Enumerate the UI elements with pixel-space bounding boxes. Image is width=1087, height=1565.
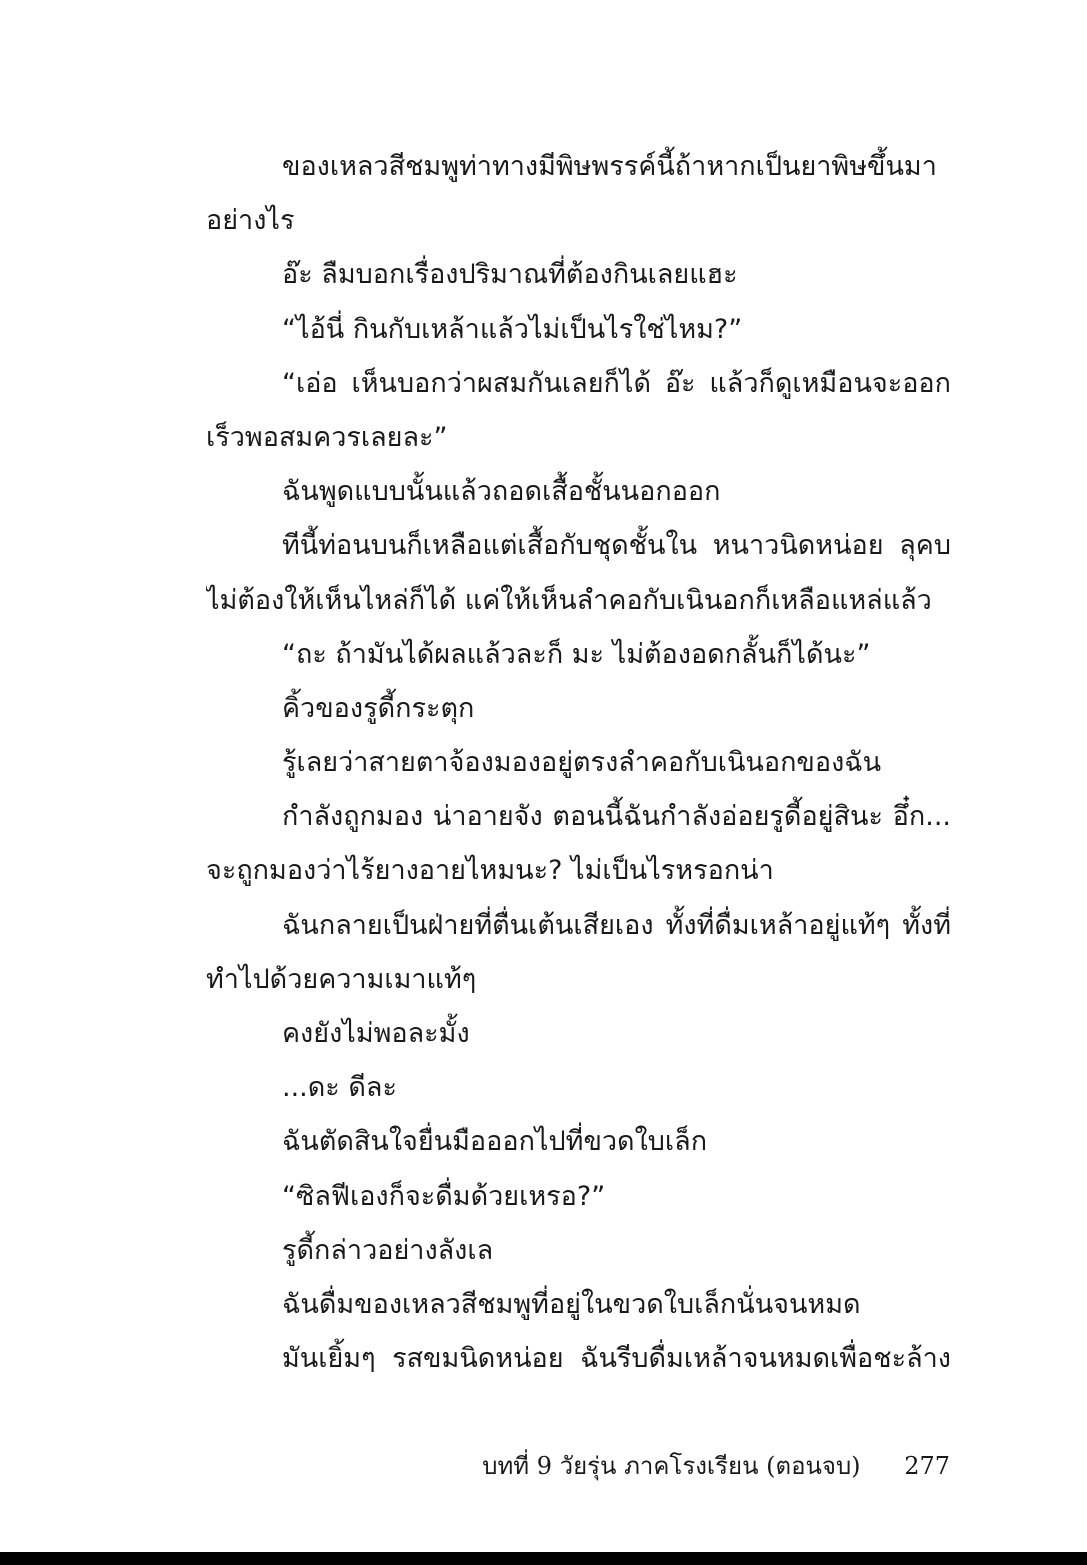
paragraph-line: ของเหลวสีชมพูท่าทางมีพิษพรรค์นี้ถ้าหากเป็นยาพิษขึ้นมา: [282, 151, 937, 182]
paragraph-line: จะถูกมองว่าไร้ยางอายไหมนะ? ไม่เป็นไรหรอกน่า: [206, 855, 774, 887]
page-footer: [482, 1448, 950, 1484]
paragraph-line: คิ้วของรูดี้กระตุก: [282, 692, 475, 724]
paragraph-line: กำลังถูกมอง น่าอายจัง ตอนนี้ฉันกำลังอ่อยรูดี้อยู่สินะ อึ๋ก...: [282, 801, 951, 833]
dialogue-line: “ถะ ถ้ามันได้ผลแล้วละก็ มะ ไม่ต้องอดกลั้นก็ได้นะ”: [282, 638, 871, 670]
paragraph-line: ...ดะ ดีละ: [282, 1072, 397, 1104]
chapter-title: บทที่ 9 วัยรุ่น ภาคโรงเรียน (ตอนจบ): [482, 1452, 861, 1480]
page-number: 277: [904, 1452, 950, 1480]
dialogue-line: เร็วพอสมควรเลยละ”: [206, 421, 448, 453]
paragraph-line: คงยังไม่พอละมั้ง: [282, 1018, 470, 1049]
paragraph-line: ทีนี้ท่อนบนก็เหลือแต่เสื้อกับชุดชั้นใน หนาวนิดหน่อย ลุคบ: [282, 530, 951, 562]
paragraph-line: ฉันพูดแบบนั้นแล้วถอดเสื้อชั้นนอกออก: [282, 476, 721, 508]
paragraph-line: มันเยิ้มๆ รสขมนิดหน่อย ฉันรีบดื่มเหล้าจนหมดเพื่อชะล้าง: [282, 1343, 951, 1375]
paragraph-line: ฉันกลายเป็นฝ่ายที่ตื่นเต้นเสียเอง ทั้งที่ดื่มเหล้าอยู่แท้ๆ ทั้งที่: [282, 909, 951, 941]
paragraph-line: รูดี้กล่าวอย่างลังเล: [282, 1234, 494, 1266]
dialogue-line: “ไอ้นี่ กินกับเหล้าแล้วไม่เป็นไรใช่ไหม?”: [282, 313, 743, 345]
paragraph-line: อ๊ะ ลืมบอกเรื่องปริมาณที่ต้องกินเลยแฮะ: [282, 259, 738, 291]
dialogue-line: “เอ่อ เห็นบอกว่าผสมกันเลยก็ได้ อ๊ะ แล้วก็ดูเหมือนจะออก: [282, 367, 951, 399]
screen-bottom-bar: [0, 1552, 1087, 1565]
paragraph-line: ฉันตัดสินใจยื่นมือออกไปที่ขวดใบเล็ก: [282, 1126, 708, 1158]
paragraph-line: อย่างไร: [206, 205, 295, 237]
body-text: [206, 140, 951, 1386]
paragraph-line: ฉันดื่มของเหลวสีชมพูที่อยู่ในขวดใบเล็กนั่นจนหมด: [282, 1288, 861, 1320]
paragraph-line: ทำไปด้วยความเมาแท้ๆ: [206, 963, 477, 995]
paragraph-line: รู้เลยว่าสายตาจ้องมองอยู่ตรงลำคอกับเนินอกของฉัน: [282, 747, 882, 779]
paragraph-line: ไม่ต้องให้เห็นไหล่ก็ได้ แค่ให้เห็นลำคอกับเนินอกก็เหลือแหล่แล้ว: [206, 584, 932, 616]
dialogue-line: “ซิลฟีเองก็จะดื่มด้วยเหรอ?”: [282, 1180, 606, 1212]
